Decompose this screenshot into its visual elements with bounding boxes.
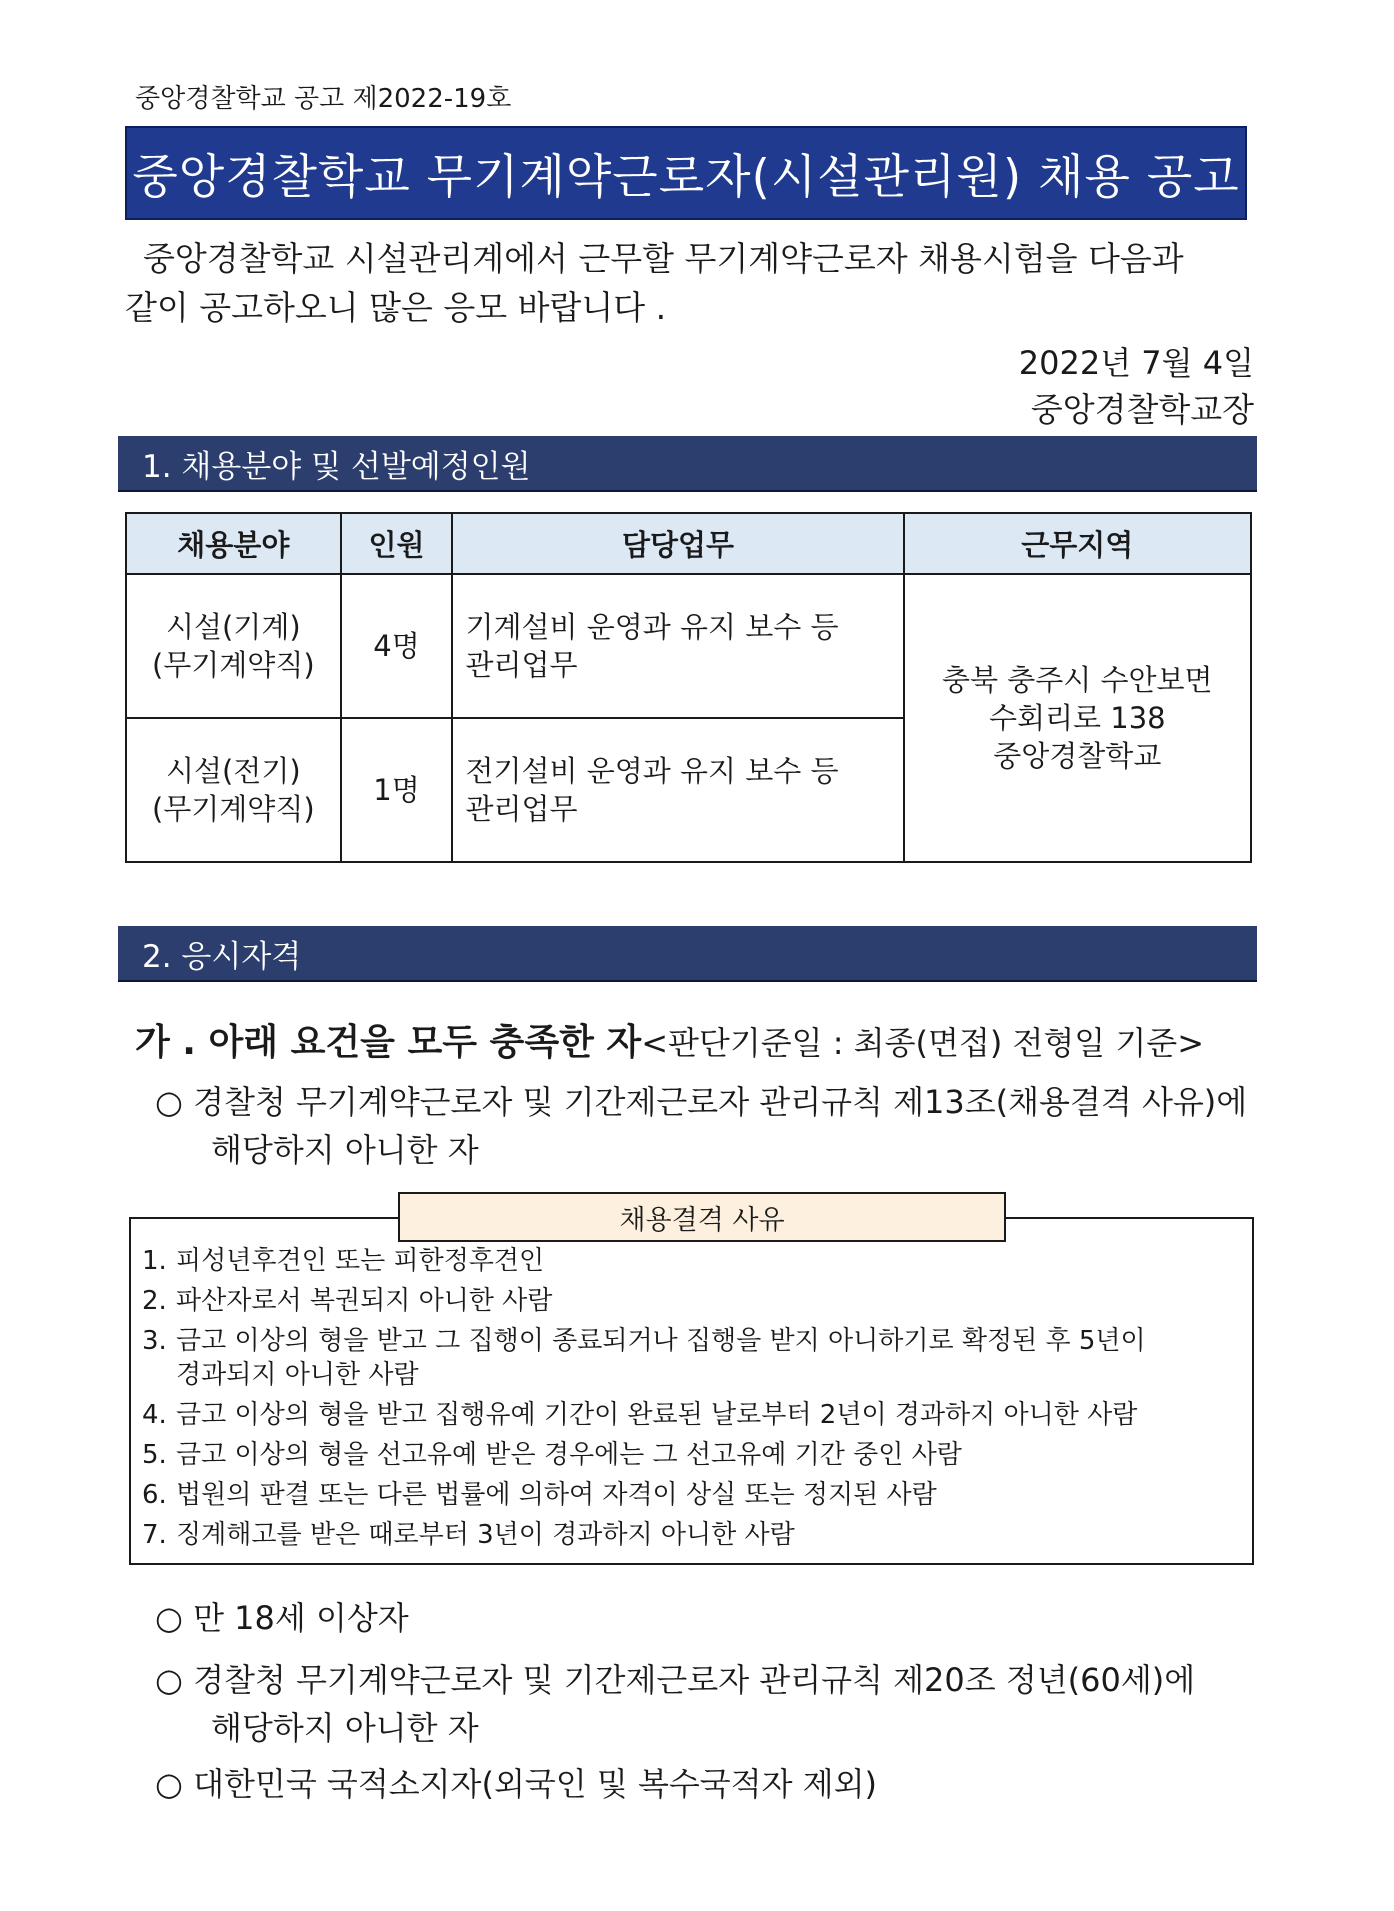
list-text: 금고 이상의 형을 선고유예 받은 경우에는 그 선고유예 기간 중인 사람 [176,1440,962,1470]
location-line: 수회리로 138 [988,701,1166,735]
duty-line: 기계설비 운영과 유지 보수 등 [465,610,839,644]
list-item [142,1518,1242,1552]
notice-date: 2022년 7월 4일 [1018,344,1254,382]
duty-line: 관리업무 [465,648,578,682]
qualification-item-2 [155,1594,1255,1642]
list-number: 2. [142,1286,167,1316]
disqualification-list [142,1244,1242,1558]
intro-paragraph [125,234,1257,332]
qualification-item-1 [155,1078,1255,1174]
duty-cell [452,718,903,862]
qualification-heading [135,1014,1204,1065]
intro-line-2: 같이 공고하오니 많은 응모 바랍니다 . [125,288,667,327]
duty-line: 전기설비 운영과 유지 보수 등 [465,754,839,788]
qualification-item-3 [155,1656,1255,1752]
list-item [142,1244,1242,1278]
qualification-item-4 [155,1760,1255,1808]
qualification-item-line: ○ 경찰청 무기계약근로자 및 기간제근로자 관리규칙 제20조 정년(60세)에 [155,1661,1196,1699]
issuer-name: 중앙경찰학교장 [1030,390,1254,429]
list-number: 5. [142,1440,167,1470]
qualification-item-line: ○ 대한민국 국적소지자(외국인 및 복수국적자 제외) [155,1765,877,1803]
disqualification-box-label: 채용결격 사유 [398,1192,1006,1242]
field-type: (무기계약직) [151,792,315,826]
table-header: 담당업무 [452,513,903,574]
table-row [126,574,1251,718]
count-cell: 1명 [341,718,453,862]
qualification-item-line: ○ 만 18세 이상자 [155,1599,409,1637]
list-item [142,1398,1242,1432]
list-number: 1. [142,1246,167,1276]
list-item [142,1438,1242,1472]
section-1-header: 1. 채용분야 및 선발예정인원 [118,436,1257,492]
field-type: (무기계약직) [151,648,315,682]
field-name: 시설(기계) [165,610,301,644]
list-text: 피성년후견인 또는 피한정후견인 [176,1246,545,1276]
list-number: 6. [142,1480,167,1510]
intro-line-1: 중앙경찰학교 시설관리계에서 근무할 무기계약근로자 채용시험을 다음과 [143,239,1184,278]
list-item [142,1284,1242,1318]
count-cell: 4명 [341,574,453,718]
location-line: 충북 충주시 수안보면 [942,663,1213,697]
list-text-cont: 경과되지 아니한 사람 [176,1360,419,1390]
qualification-item-line: ○ 경찰청 무기계약근로자 및 기간제근로자 관리규칙 제13조(채용결격 사유)에 [155,1083,1248,1121]
section-2-header: 2. 응시자격 [118,926,1257,982]
list-text: 금고 이상의 형을 받고 그 집행이 종료되거나 집행을 받지 아니하기로 확정된 후 5년이 [176,1326,1146,1356]
list-text: 징계해고를 받은 때로부터 3년이 경과하지 아니한 사람 [176,1520,795,1550]
list-item [142,1478,1242,1512]
duty-cell [452,574,903,718]
list-number: 3. [142,1326,167,1356]
table-header: 인원 [341,513,453,574]
field-name: 시설(전기) [165,754,301,788]
field-cell [126,574,341,718]
table-header: 채용분야 [126,513,341,574]
duty-line: 관리업무 [465,792,578,826]
field-cell [126,718,341,862]
qualification-item-line: 해당하지 아니한 자 [211,1131,479,1169]
qualification-item-line: 해당하지 아니한 자 [211,1709,479,1747]
list-text: 법원의 판결 또는 다른 법률에 의하여 자격이 상실 또는 정지된 사람 [176,1480,937,1510]
list-text: 금고 이상의 형을 받고 집행유예 기간이 완료된 날로부터 2년이 경과하지 아니한 사람 [176,1400,1138,1430]
qualification-heading-text: 가 . 아래 요건을 모두 충족한 자 [135,1022,642,1063]
list-text: 파산자로서 복권되지 아니한 사람 [176,1286,553,1316]
list-number: 4. [142,1400,167,1430]
qualification-criteria: <판단기준일 : 최종(면접) 전형일 기준> [641,1024,1205,1062]
recruitment-table [125,512,1252,863]
location-cell [904,574,1251,862]
page-title: 중앙경찰학교 무기계약근로자(시설관리원) 채용 공고 [125,126,1247,220]
list-number: 7. [142,1520,167,1550]
table-header-row [126,513,1251,574]
notice-number: 중앙경찰학교 공고 제2022-19호 [135,84,512,114]
list-item [142,1324,1242,1392]
table-header: 근무지역 [904,513,1251,574]
location-line: 중앙경찰학교 [993,739,1162,773]
